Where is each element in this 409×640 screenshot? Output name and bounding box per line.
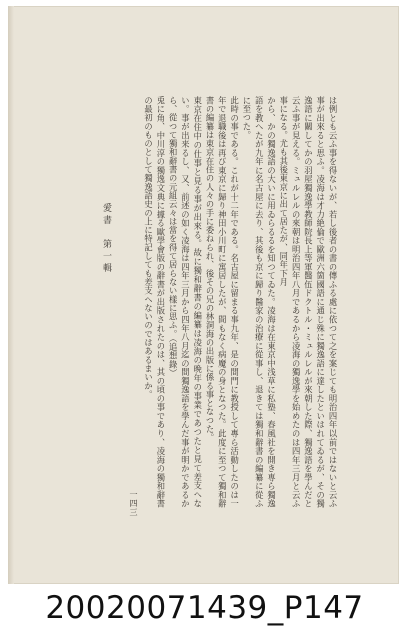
paragraph: 東京在住中の仕事と見る事が出來る。故に獨和辭書の編纂は凌海の晩年の事業であつたと見て差支へない。事が出来るし、又、前述の如く凌海は四年三月から四年八月迄の間獨逸語を學んだ事が明かであるから、從つて獨和辭書の元組云々は當を得て居らない樣に思ふ。（追想錄） — [168, 96, 203, 508]
page-number: 一四三 — [129, 490, 138, 517]
paragraph: から、かの獨逸語の大いに用ゐらるるを知つてゐた。凌海は在東京中浅草に私塾、春風社を開き専ら獨逸語を教へたが九年に名古屋に去り、其後も京に歸り醫家の治療に從事し、退きては獨和辭書の編纂に從ふに至つた。 — [241, 96, 277, 508]
paragraph: 兎に角、中川淳の獨逸文典に據る歐學會版の辭書が出版されたのは、其の頃の事であり、凌海の獨和辭書の最初のものとして獨逸語史の上に特記しても差支へないのではあるまいか。 — [143, 96, 166, 508]
page-edge — [8, 6, 14, 584]
paragraph: 此時の事である。これが十二年である。名古屋に留まる事九年、是の間門に教授して專ら活動したのは一年で退職後は再び東京に歸り神田小川町に寓居したが、間もなく病魔の身となつた。此度に至つて獨和辭書の編纂は東京在住の人々の手に委ねられ、後その兄の林洞海の出版に係る事となつた。 — [205, 96, 240, 508]
running-head: 愛書 第一輯 — [101, 203, 111, 275]
paragraph: は例とも云ふ事を得ないが、若し後者の書の傳ふる處に依つて之を案じても明治四年以前ではないと云ふ事が出來ると思ふ。凌海は才力絶倫で歐洲六箇國語に通じ殊に獨逸語に達したといはれてゐるが、その獨逸語に關してかの羽屋獨逸學教師院長上等軍醫伍ドクトル・ミュルレルが來朝した際、獨逸語を學んだと云ふ事が見える。ミュルレルの來朝は明治四年八月であるから凌海の獨逸學を始めたのは四年三月と云ふ事になる。尤も其後東京に出て居たが、同年下月 — [278, 96, 338, 508]
body-text — [142, 96, 339, 508]
document-page — [8, 6, 399, 584]
scan-caption: 20020071439_P147 — [45, 590, 364, 626]
